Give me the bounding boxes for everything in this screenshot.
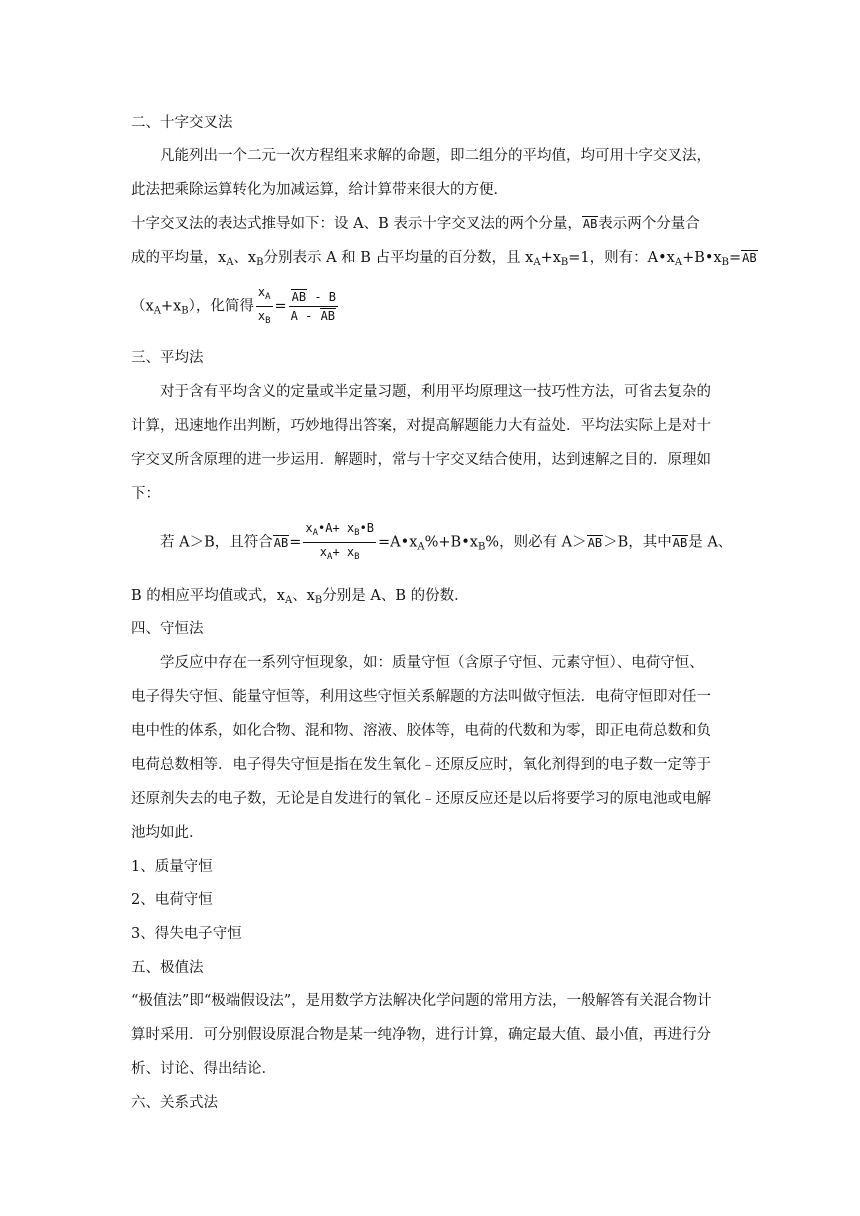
text-run: 表示两个分量合 [598, 216, 700, 232]
ab-overline: AB [742, 251, 757, 265]
frac-den: x [319, 545, 328, 559]
section-5-heading: 五、极值法 [131, 960, 204, 976]
text-run: +x [540, 250, 561, 266]
section-5-para-line-2: 算时采用．可分别假设原混合物是某一纯净物，进行计算，确定最大值、最小值，再进行分 [131, 1027, 711, 1043]
text-run: B 的相应平均值或式，x [131, 588, 285, 604]
subscript-b: B [354, 552, 360, 562]
section-3-para-line-1: 对于含有平均含义的定量或半定量习题，利用平均原理这一技巧性方法，可省去复杂的 [160, 384, 711, 400]
section-2-para-2-line-1 [131, 214, 700, 234]
subscript-a: A [265, 292, 271, 302]
section-2-para-1-line-1: 凡能列出一个二元一次方程组来求解的命题，即二组分的平均值，均可用十字交叉法， [160, 148, 711, 164]
text-run: 分别是 A、B 的份数． [322, 588, 469, 604]
text-run: （x [131, 298, 154, 315]
subscript-a: A [312, 528, 319, 538]
frac-num-rest: •A+ x [318, 521, 355, 535]
fraction-xa-over-xb [256, 284, 273, 329]
section-4-para-line-2: 电子得失守恒、能量守恒等，利用这些守恒关系解题的方法叫做守恒法．电荷守恒即对任一 [131, 689, 711, 705]
text-run: =A•x [378, 534, 418, 551]
subscript-b: B [265, 316, 271, 326]
ab-overline: AB [273, 535, 289, 550]
ab-overline: AB [672, 535, 688, 550]
section-2-para-2-line-2 [131, 248, 758, 273]
subscript-b: B [314, 595, 323, 606]
subscript-a: A [417, 541, 425, 553]
ab-overline: AB [582, 217, 598, 231]
text-run: 、x [233, 250, 257, 266]
text-run: ＞B，其中 [603, 534, 672, 551]
subscript-b: B [354, 528, 360, 538]
fraction-ab-b-over-a-ab [289, 289, 338, 324]
section-4-para-line-4: 电荷总数相等．电子得失守恒是指在发生氧化﹣还原反应时，氧化剂得到的电子数一定等于 [131, 757, 711, 773]
text-run: =1，则有：A•x [568, 250, 675, 266]
text-run: %+B•x [424, 534, 478, 551]
text-run: 是 A、 [688, 534, 733, 551]
section-3-para-line-2: 计算，迅速地作出判断，巧妙地得出答案，对提高解题能力大有益处．平均法实际上是对十 [131, 418, 711, 434]
subscript-b: B [560, 257, 569, 268]
section-5-para-line-3: 析、讨论、得出结论． [131, 1061, 276, 1077]
text-run: +x [160, 298, 182, 315]
frac-num: x [257, 285, 266, 299]
text-run: 十字交叉法的表达式推导如下：设 A、B 表示十字交叉法的两个分量， [131, 216, 582, 232]
fraction-weighted-average [303, 520, 376, 565]
text-run: 分别表示 A 和 B 占平均量的百分数，且 x [263, 250, 534, 266]
ab-overline: AB [587, 535, 603, 550]
text-run: +B•x [682, 250, 722, 266]
frac-num: x [305, 521, 313, 535]
subscript-b: B [256, 257, 264, 268]
frac-den: x [257, 309, 266, 323]
subscript-b: B [181, 305, 189, 317]
section-3-heading: 三、平均法 [131, 350, 204, 366]
ab-overline: AB [291, 290, 307, 304]
frac-den-start: A - [290, 309, 320, 323]
text-run: ），化简得 [188, 298, 254, 315]
section-4-para-line-5: 还原剂失去的电子数，无论是自发进行的氧化﹣还原反应还是以后将要学习的原电池或电解 [131, 791, 711, 807]
section-2-para-1-line-2: 此法把乘除运算转化为加减运算，给计算带来很大的方便． [131, 182, 508, 198]
section-4-item-1: 1、质量守恒 [131, 859, 213, 875]
section-4-para-line-6: 池均如此． [131, 825, 204, 841]
text-run: %，则必有 A＞ [485, 534, 587, 551]
section-4-item-2: 2、电荷守恒 [131, 892, 213, 908]
section-3-line-b [131, 586, 469, 611]
frac-den-rest: + x [332, 545, 355, 559]
section-4-para-line-1: 学反应中存在一系列守恒现象，如：质量守恒（含原子守恒、元素守恒）、电荷守恒、 [160, 655, 704, 671]
section-3-formula-line [160, 520, 732, 568]
frac-num-end: •B [359, 521, 375, 535]
section-4-para-line-3: 电中性的体系，如化合物、混和物、溶液、胶体等，电荷的代数和为零，即正电荷总数和负 [131, 723, 711, 739]
subscript-a: A [284, 595, 293, 606]
subscript-a: A [533, 257, 541, 268]
ab-overline: AB [320, 309, 336, 323]
section-4-heading: 四、守恒法 [131, 621, 204, 637]
section-3-para-line-4: 下： [131, 486, 160, 502]
text-run: = [728, 250, 742, 266]
section-4-item-3: 3、得失电子守恒 [131, 926, 242, 942]
section-3-para-line-3: 字交叉所含原理的进一步运用．解题时，常与十字交叉结合使用，达到速解之目的．原理如 [131, 452, 711, 468]
subscript-b: B [477, 541, 486, 553]
subscript-a: A [674, 257, 683, 268]
subscript-a: A [153, 305, 161, 317]
subscript-a: A [226, 257, 234, 268]
equals-sign: = [274, 298, 287, 315]
subscript-a: A [327, 552, 333, 562]
section-5-para-line-1: “极值法”即“极端假设法”，是用数学方法解决化学问题的常用方法，一般解答有关混合物计 [131, 993, 712, 1009]
subscript-b: B [721, 257, 729, 268]
frac-num-rest: - B [307, 290, 337, 304]
equals-sign: = [289, 534, 302, 551]
text-run: 、x [292, 588, 315, 604]
text-run: 成的平均量，x [131, 250, 227, 266]
section-6-heading: 六、关系式法 [131, 1095, 218, 1111]
text-run: 若 A＞B，且符合 [160, 534, 273, 551]
section-2-heading: 二、十字交叉法 [131, 115, 233, 131]
section-2-para-2-line-3 [131, 284, 340, 332]
